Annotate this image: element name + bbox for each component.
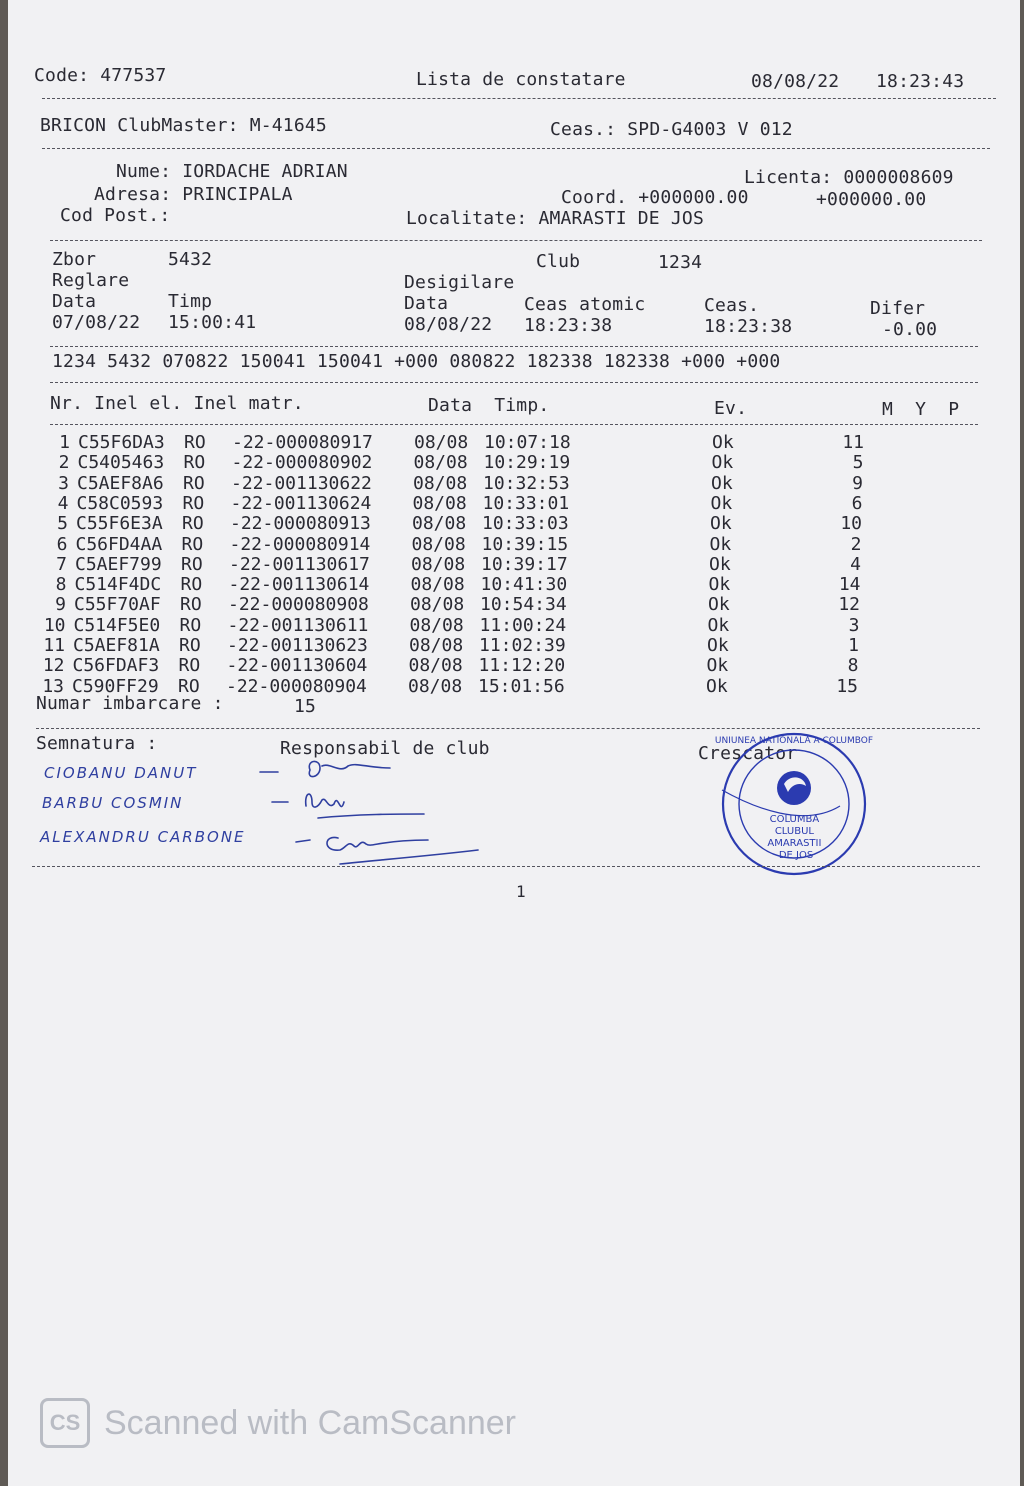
- cell-matr: -22-001130611: [227, 614, 369, 636]
- postal-code: Cod Post.:: [60, 205, 171, 226]
- cell-date: 08/08: [410, 594, 465, 616]
- cell-pos: 12: [838, 594, 860, 616]
- cell-nr: 5: [57, 513, 68, 535]
- cell-matr: -22-001130617: [229, 553, 370, 575]
- col-header-date-time: Data Timp.: [428, 395, 550, 416]
- cell-pos: 4: [850, 553, 861, 575]
- camscanner-logo: CS: [40, 1398, 90, 1448]
- col-header-rings: Nr. Inel el. Inel matr.: [50, 393, 304, 414]
- cell-ro: RO: [182, 513, 204, 535]
- cell-time: 10:32:53: [483, 472, 570, 494]
- cell-time: 10:29:19: [483, 452, 571, 474]
- cell-el: C5AEF799: [75, 553, 162, 575]
- desigilare-date: 08/08/22: [404, 314, 493, 335]
- clock-time: 18:23:38: [704, 316, 793, 337]
- divider: [50, 424, 978, 425]
- cell-time: 11:02:39: [479, 635, 566, 656]
- divider: [32, 866, 980, 867]
- cell-nr: 7: [56, 553, 67, 575]
- cell-ev: Ok: [708, 574, 731, 596]
- cell-pos: 8: [847, 655, 859, 677]
- difference-value: -0.00: [882, 319, 938, 340]
- cell-nr: 1: [59, 432, 70, 453]
- device-name: BRICON ClubMaster: M-41645: [40, 115, 327, 136]
- cell-ro: RO: [183, 472, 205, 494]
- difference-label: Difer: [870, 298, 926, 319]
- table-row: [44, 432, 944, 452]
- owner-address: Adresa: PRINCIPALA: [94, 184, 293, 205]
- cell-date: 08/08: [408, 675, 463, 697]
- cell-date: 08/08: [413, 472, 468, 494]
- divider: [42, 148, 990, 149]
- cell-matr: -22-000080908: [228, 594, 369, 616]
- signer-name-2: BARBU COSMIN: [42, 794, 184, 812]
- table-row: [43, 473, 943, 493]
- reglare-date: 07/08/22: [52, 312, 141, 333]
- cell-ev: Ok: [710, 492, 733, 514]
- cell-pos: 6: [851, 492, 863, 514]
- cell-time: 10:33:01: [482, 492, 570, 514]
- cell-nr: 10: [43, 614, 66, 636]
- cell-ro: RO: [183, 452, 206, 474]
- cell-pos: 11: [842, 432, 864, 453]
- breeder-label: Crescator: [698, 743, 798, 764]
- cell-pos: 14: [838, 574, 861, 596]
- handwritten-signatures: [248, 752, 488, 882]
- camscanner-watermark: [40, 1398, 516, 1448]
- cell-el: C55F6E3A: [76, 513, 163, 535]
- table-row: [43, 493, 943, 513]
- stamp-outer-text: UNIUNEA NATIONALA A COLUMBOF: [714, 736, 874, 746]
- cell-pos: 5: [852, 452, 864, 474]
- boarding-count-label: Numar imbarcare :: [36, 693, 224, 714]
- cell-ev: Ok: [709, 533, 732, 555]
- stamp-line-3: AMARASTII: [767, 838, 822, 849]
- coordinates-2: +000000.00: [816, 189, 927, 210]
- cell-time: 15:01:56: [478, 675, 565, 697]
- signer-name-3: ALEXANDRU CARBONE: [40, 828, 246, 846]
- desigilare-label: Desigilare: [404, 272, 515, 293]
- cell-ev: Ok: [708, 594, 730, 616]
- divider: [42, 98, 996, 99]
- cell-time: 10:41:30: [480, 574, 568, 596]
- cell-matr: -22-000080917: [232, 432, 373, 453]
- cell-el: C5AEF81A: [73, 635, 160, 656]
- cell-matr: -22-001130623: [227, 635, 368, 656]
- camscanner-text: Scanned with CamScanner: [104, 1403, 517, 1442]
- cell-ev: Ok: [706, 655, 729, 677]
- cell-matr: -22-000080902: [231, 452, 373, 474]
- cell-matr: -22-001130624: [230, 492, 372, 514]
- cell-el: C5405463: [77, 452, 165, 474]
- reglare-date-label: Data: [52, 291, 97, 312]
- cell-ev: Ok: [707, 614, 730, 636]
- cell-time: 11:00:24: [479, 614, 567, 636]
- cell-ev: Ok: [712, 432, 734, 453]
- club-label: Club: [536, 251, 581, 272]
- reglare-time-label: Timp: [168, 291, 213, 312]
- desigilare-date-label: Data: [404, 293, 449, 314]
- printed-report-page: [8, 0, 1020, 1486]
- pigeon-icon: [777, 771, 811, 805]
- reglare-time: 15:00:41: [168, 312, 257, 333]
- table-row: [42, 534, 942, 554]
- report-title: Lista de constatare: [416, 69, 626, 90]
- cell-nr: 8: [55, 574, 67, 596]
- clock-id: Ceas.: SPD-G4003 V 012: [550, 119, 793, 140]
- report-time: 18:23:43: [876, 71, 965, 92]
- cell-ev: Ok: [706, 675, 728, 697]
- signature-label: Semnatura :: [36, 733, 158, 754]
- cell-date: 08/08: [409, 614, 464, 636]
- cell-date: 08/08: [414, 432, 469, 453]
- cell-matr: -22-000080904: [226, 675, 367, 697]
- atomic-clock-label: Ceas atomic: [524, 294, 646, 315]
- cell-ro: RO: [181, 533, 204, 555]
- cell-ro: RO: [181, 553, 203, 575]
- cell-pos: 15: [836, 675, 858, 697]
- cell-ev: Ok: [711, 452, 734, 474]
- reglare-label: Reglare: [52, 270, 130, 291]
- cell-el: C55F70AF: [74, 594, 161, 616]
- cell-ro: RO: [178, 655, 201, 677]
- cell-matr: -22-001130614: [228, 574, 370, 596]
- divider: [50, 240, 982, 241]
- table-row: [44, 452, 944, 472]
- clock-label: Ceas.: [704, 295, 760, 316]
- stamp-line-2: CLUBUL: [774, 826, 814, 837]
- cell-pos: 1: [848, 635, 859, 656]
- stamp-line-4: DE JOS: [778, 850, 814, 861]
- cell-ev: Ok: [709, 553, 731, 575]
- table-row: [41, 574, 941, 594]
- flight-label: Zbor: [52, 249, 97, 270]
- cell-nr: 4: [57, 492, 69, 514]
- encoded-line: 1234 5432 070822 150041 150041 +000 080822 182338 182338 +000 +000: [52, 351, 781, 372]
- cell-date: 08/08: [412, 492, 467, 514]
- cell-nr: 2: [58, 452, 70, 474]
- col-header-myp: M Y P: [882, 399, 960, 420]
- col-header-event: Ev.: [714, 398, 748, 419]
- cell-pos: 3: [848, 614, 860, 636]
- table-row: [42, 513, 942, 533]
- coordinates-1: Coord. +000000.00: [561, 187, 749, 208]
- club-responsible-label: Responsabil de club: [280, 738, 490, 759]
- cell-nr: 9: [55, 594, 66, 616]
- table-row: [40, 615, 940, 635]
- divider: [50, 382, 978, 383]
- cell-time: 10:33:03: [482, 513, 569, 535]
- divider: [50, 346, 978, 347]
- report-code: Code: 477537: [34, 65, 167, 86]
- cell-ro: RO: [179, 635, 201, 656]
- cell-pos: 2: [850, 533, 862, 555]
- cell-el: C590FF29: [72, 675, 159, 697]
- atomic-clock-time: 18:23:38: [524, 315, 613, 336]
- cell-time: 10:07:18: [484, 432, 571, 453]
- cell-date: 08/08: [410, 574, 465, 596]
- cell-nr: 13: [42, 675, 64, 697]
- cell-time: 11:12:20: [478, 655, 566, 677]
- cell-date: 08/08: [408, 655, 463, 677]
- signer-name-1: CIOBANU DANUT: [44, 764, 198, 782]
- locality: Localitate: AMARASTI DE JOS: [406, 208, 704, 229]
- cell-nr: 3: [58, 472, 69, 494]
- table-row: [39, 655, 939, 675]
- cell-el: C514F4DC: [74, 574, 162, 596]
- cell-date: 08/08: [412, 513, 467, 535]
- cell-ro: RO: [184, 432, 206, 453]
- table-row: [40, 594, 940, 614]
- cell-date: 08/08: [413, 452, 468, 474]
- cell-el: C5AEF8A6: [77, 472, 164, 494]
- cell-time: 10:39:15: [481, 533, 569, 555]
- cell-ro: RO: [180, 574, 203, 596]
- owner-name: Nume: IORDACHE ADRIAN: [116, 161, 348, 182]
- cell-el: C56FDAF3: [72, 655, 160, 677]
- cell-ev: Ok: [711, 472, 733, 494]
- cell-nr: 11: [43, 635, 65, 656]
- cell-el: C58C0593: [76, 492, 164, 514]
- cell-el: C514F5E0: [73, 614, 161, 636]
- cell-pos: 9: [852, 472, 863, 494]
- boarding-count-value: 15: [294, 696, 317, 717]
- cell-date: 08/08: [411, 553, 466, 575]
- cell-ro: RO: [179, 614, 202, 636]
- table-row: [41, 554, 941, 574]
- cell-matr: -22-000080913: [230, 513, 371, 535]
- club-stamp: [714, 728, 874, 880]
- report-date: 08/08/22: [751, 71, 840, 92]
- cell-ro: RO: [178, 675, 200, 697]
- table-row: [39, 635, 939, 655]
- club-value: 1234: [658, 252, 703, 273]
- cell-pos: 10: [840, 513, 862, 535]
- cell-ev: Ok: [707, 635, 729, 656]
- cell-time: 10:54:34: [480, 594, 567, 616]
- stamp-line-1: COLUMBA: [769, 814, 820, 825]
- cell-ro: RO: [180, 594, 202, 616]
- cell-matr: -22-001130622: [231, 472, 372, 494]
- cell-matr: -22-000080914: [229, 533, 371, 555]
- cell-el: C55F6DA3: [78, 432, 165, 453]
- license-number: Licenta: 0000008609: [744, 167, 954, 188]
- cell-time: 10:39:17: [481, 553, 568, 575]
- flight-value: 5432: [168, 249, 213, 270]
- cell-el: C56FD4AA: [75, 533, 163, 555]
- cell-ev: Ok: [710, 513, 732, 535]
- cell-date: 08/08: [411, 533, 466, 555]
- cell-matr: -22-001130604: [226, 655, 368, 677]
- cell-nr: 12: [42, 655, 65, 677]
- cell-ro: RO: [182, 492, 205, 514]
- cell-nr: 6: [56, 533, 68, 555]
- cell-date: 08/08: [409, 635, 464, 656]
- page-number: 1: [516, 882, 526, 901]
